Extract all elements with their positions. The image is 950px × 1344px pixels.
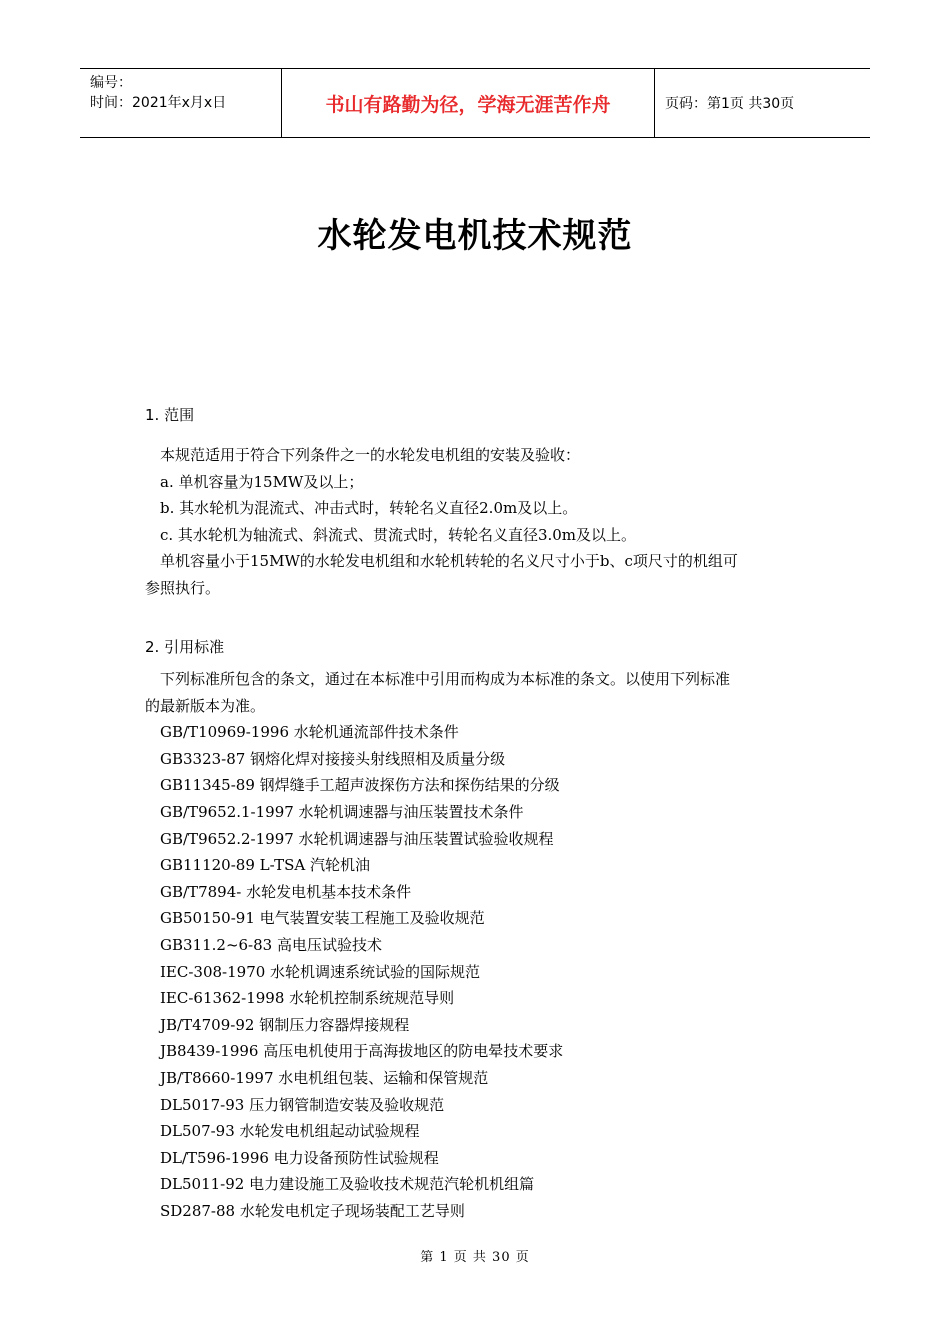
standard-item: DL5017-93 压力钢管制造安装及验收规范 — [160, 1095, 445, 1114]
scope-line: 本规范适用于符合下列条件之一的水轮发电机组的安装及验收： — [160, 446, 581, 464]
section-heading-scope: 1. 范围 — [145, 406, 195, 424]
standard-item: GB11345-89 钢焊缝手工超声波探伤方法和探伤结果的分级 — [160, 776, 560, 795]
standard-item: JB/T4709-92 钢制压力容器焊接规程 — [160, 1015, 410, 1034]
scope-line: a. 单机容量为15MW及以上； — [160, 472, 364, 491]
standard-item: IEC-61362-1998 水轮机控制系统规范导则 — [160, 989, 455, 1008]
page-footer: 第 1 页 共 30 页 — [420, 1250, 530, 1265]
time-label: 时间：2021年x月x日 — [90, 95, 227, 111]
standard-item: SD287-88 水轮发电机定子现场装配工艺导则 — [160, 1201, 465, 1220]
standard-item: JB/T8660-1997 水电机组包装、运输和保管规范 — [160, 1068, 489, 1087]
standard-item: GB3323-87 钢熔化焊对接接头射线照相及质量分级 — [160, 749, 506, 768]
scope-line: b. 其水轮机为混流式、冲击式时，转轮名义直径2.0m及以上。 — [160, 499, 578, 518]
section-heading-references: 2. 引用标准 — [145, 638, 225, 656]
standard-item: DL507-93 水轮发电机组起动试验规程 — [160, 1122, 420, 1141]
standard-item: DL5011-92 电力建设施工及验收技术规范汽轮机机组篇 — [160, 1175, 535, 1194]
scope-line: c. 其水轮机为轴流式、斜流式、贯流式时，转轮名义直径3.0m及以上。 — [160, 525, 637, 544]
header-meta — [80, 69, 282, 137]
references-intro-line: 下列标准所包含的条文，通过在本标准中引用而构成为本标准的条文。以使用下列标准 — [160, 670, 731, 688]
scope-line: 单机容量小于15MW的水轮发电机组和水轮机转轮的名义尺寸小于b、c项尺寸的机组可 — [160, 552, 738, 571]
scope-line: 参照执行。 — [145, 578, 221, 597]
standard-item: GB311.2~6-83 高电压试验技术 — [160, 935, 382, 954]
section-references-body — [145, 666, 815, 1224]
standard-item: JB8439-1996 高压电机使用于高海拔地区的防电晕技术要求 — [160, 1042, 564, 1061]
page-info-text: 页码：第1页 共30页 — [665, 96, 795, 112]
document-title: 水轮发电机技术规范 — [317, 216, 633, 256]
standard-item: GB50150-91 电气装置安装工程施工及验收规范 — [160, 909, 485, 928]
motto-text: 书山有路勤为径，学海无涯苦作舟 — [325, 93, 611, 116]
page-header — [80, 68, 870, 138]
standard-item: GB/T9652.1-1997 水轮机调速器与油压装置技术条件 — [160, 802, 524, 821]
standard-item: GB/T10969-1996 水轮机通流部件技术条件 — [160, 723, 459, 742]
standard-item: DL/T596-1996 电力设备预防性试验规程 — [160, 1148, 439, 1167]
section-scope-body — [145, 442, 815, 602]
header-page-info — [655, 69, 870, 137]
standard-item: IEC-308-1970 水轮机调速系统试验的国际规范 — [160, 962, 481, 981]
references-intro-line: 的最新版本为准。 — [145, 696, 266, 715]
standard-item: GB/T7894- 水轮发电机基本技术条件 — [160, 882, 412, 901]
standard-item: GB/T9652.2-1997 水轮机调速器与油压装置试验验收规程 — [160, 829, 554, 848]
standard-item: GB11120-89 L-TSA 汽轮机油 — [160, 856, 371, 875]
header-motto-cell — [282, 69, 655, 137]
number-label: 编号： — [90, 75, 132, 91]
